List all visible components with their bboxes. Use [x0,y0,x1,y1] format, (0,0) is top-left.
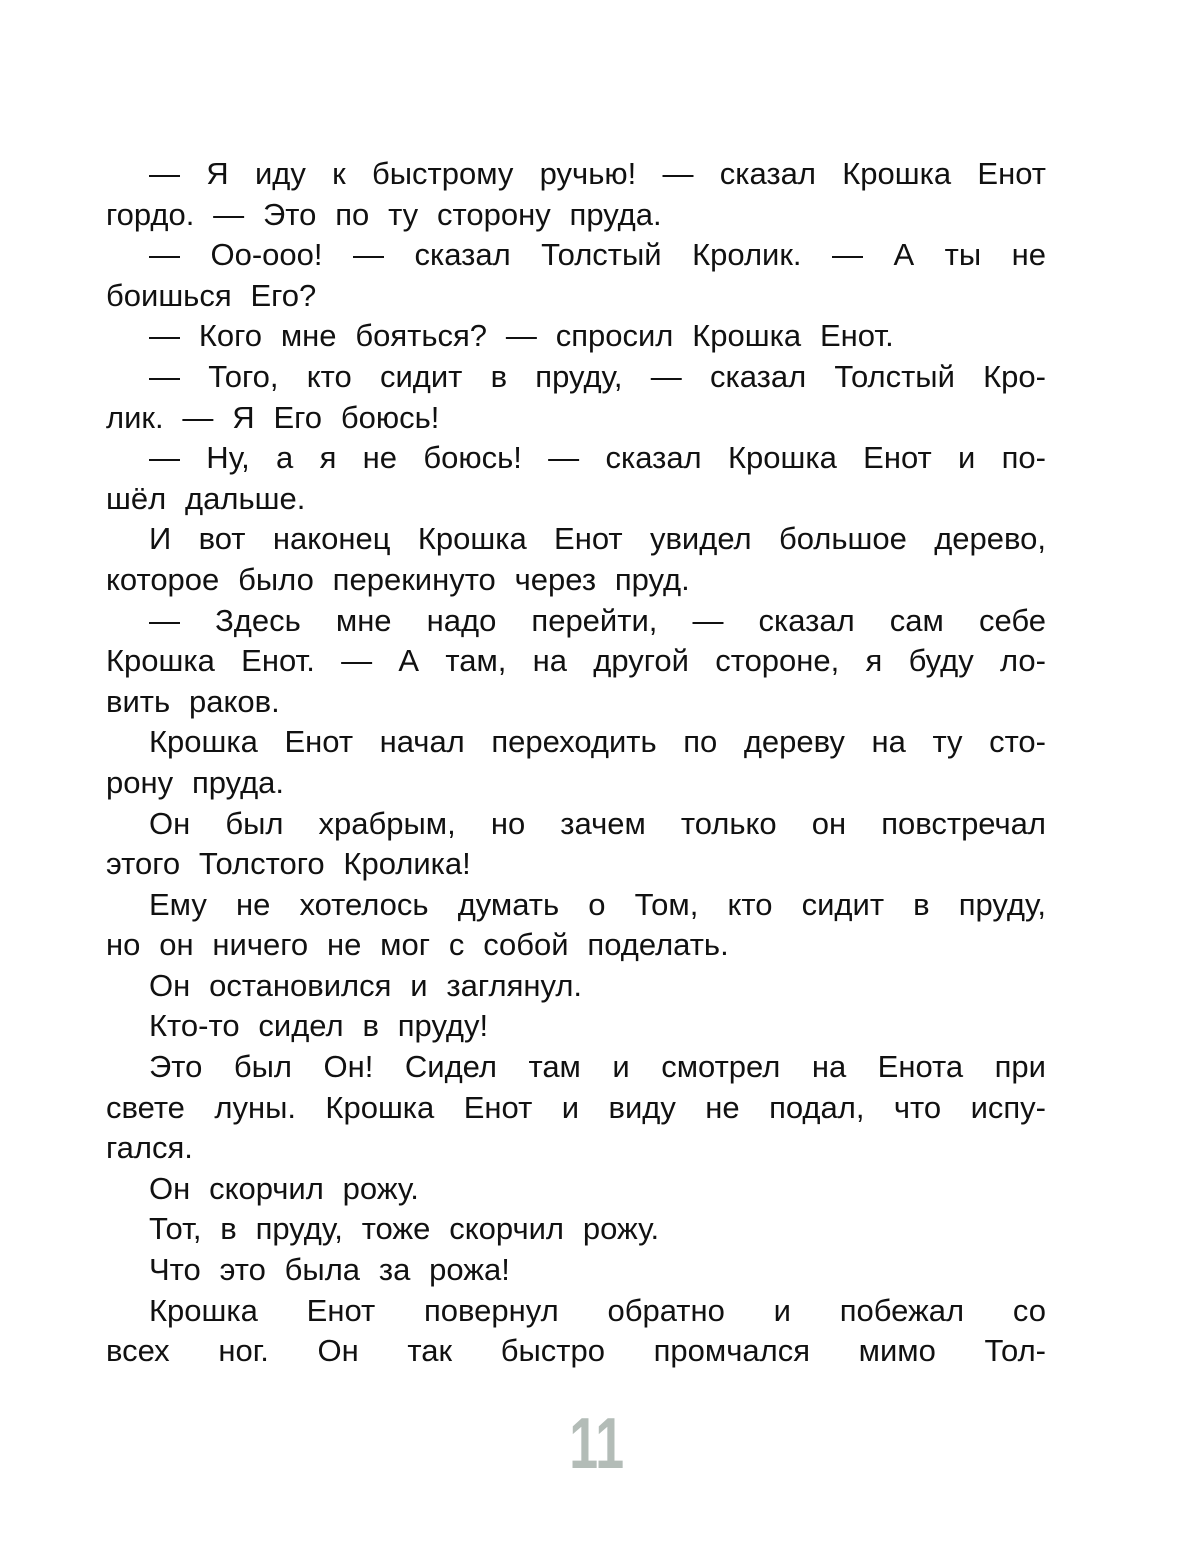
text-line: шёл дальше. [106,480,306,516]
text-line: — Оо-ооо! — сказал Толстый Кролик. — А ты не [149,237,1046,273]
text-line: Крошка Енот повернул обратно и побежал со [149,1292,1046,1328]
text-line: Он остановился и заглянул. [149,967,583,1003]
text-line: — Ну, а я не боюсь! — сказал Крошка Енот и по- [149,440,1046,476]
text-line: лик. — Я Его боюсь! [106,399,440,435]
text-line: этого Толстого Кролика! [106,846,471,882]
text-line: Он скорчил рожу. [149,1170,419,1206]
text-line: Кто-то сидел в пруду! [149,1008,489,1044]
text-line: гордо. — Это по ту сторону пруда. [106,196,662,232]
text-line: Ему не хотелось думать о Том, кто сидит в пруду, [149,886,1046,922]
text-line: Крошка Енот начал переходить по дереву на ту сто- [149,724,1046,760]
text-line: гался. [106,1130,193,1166]
text-line: — Я иду к быстрому ручью! — сказал Крошка Енот [149,156,1046,191]
text-line: но он ничего не мог с собой поделать. [106,927,729,963]
text-line: рону пруда. [106,764,285,800]
text-line: боишься Его? [106,277,317,313]
text-line: Тот, в пруду, тоже скорчил рожу. [149,1211,660,1247]
text-line: — Того, кто сидит в пруду, — сказал Толстый Кро- [149,358,1046,394]
text-line: И вот наконец Крошка Енот увидел большое дерево, [149,521,1046,557]
text-line: которое было перекинуто через пруд. [106,561,690,597]
text-line: Он был храбрым, но зачем только он повстречал [149,805,1046,841]
text-line: — Здесь мне надо перейти, — сказал сам себе [149,602,1046,638]
story-text [106,154,1046,1372]
text-line: Это был Он! Сидел там и смотрел на Енота при [149,1049,1046,1085]
text-line: вить раков. [106,683,280,719]
text-line: — Кого мне бояться? — спросил Крошка Енот. [149,318,894,354]
text-line: Что это была за рожа! [149,1252,510,1288]
page-number: 11 [569,1404,625,1484]
text-line: Крошка Енот. — А там, на другой стороне, я буду ло- [106,643,1046,679]
text-line: всех ног. Он так быстро промчался мимо Тол- [106,1333,1046,1369]
text-line: свете луны. Крошка Енот и виду не подал, что испу- [106,1089,1046,1125]
